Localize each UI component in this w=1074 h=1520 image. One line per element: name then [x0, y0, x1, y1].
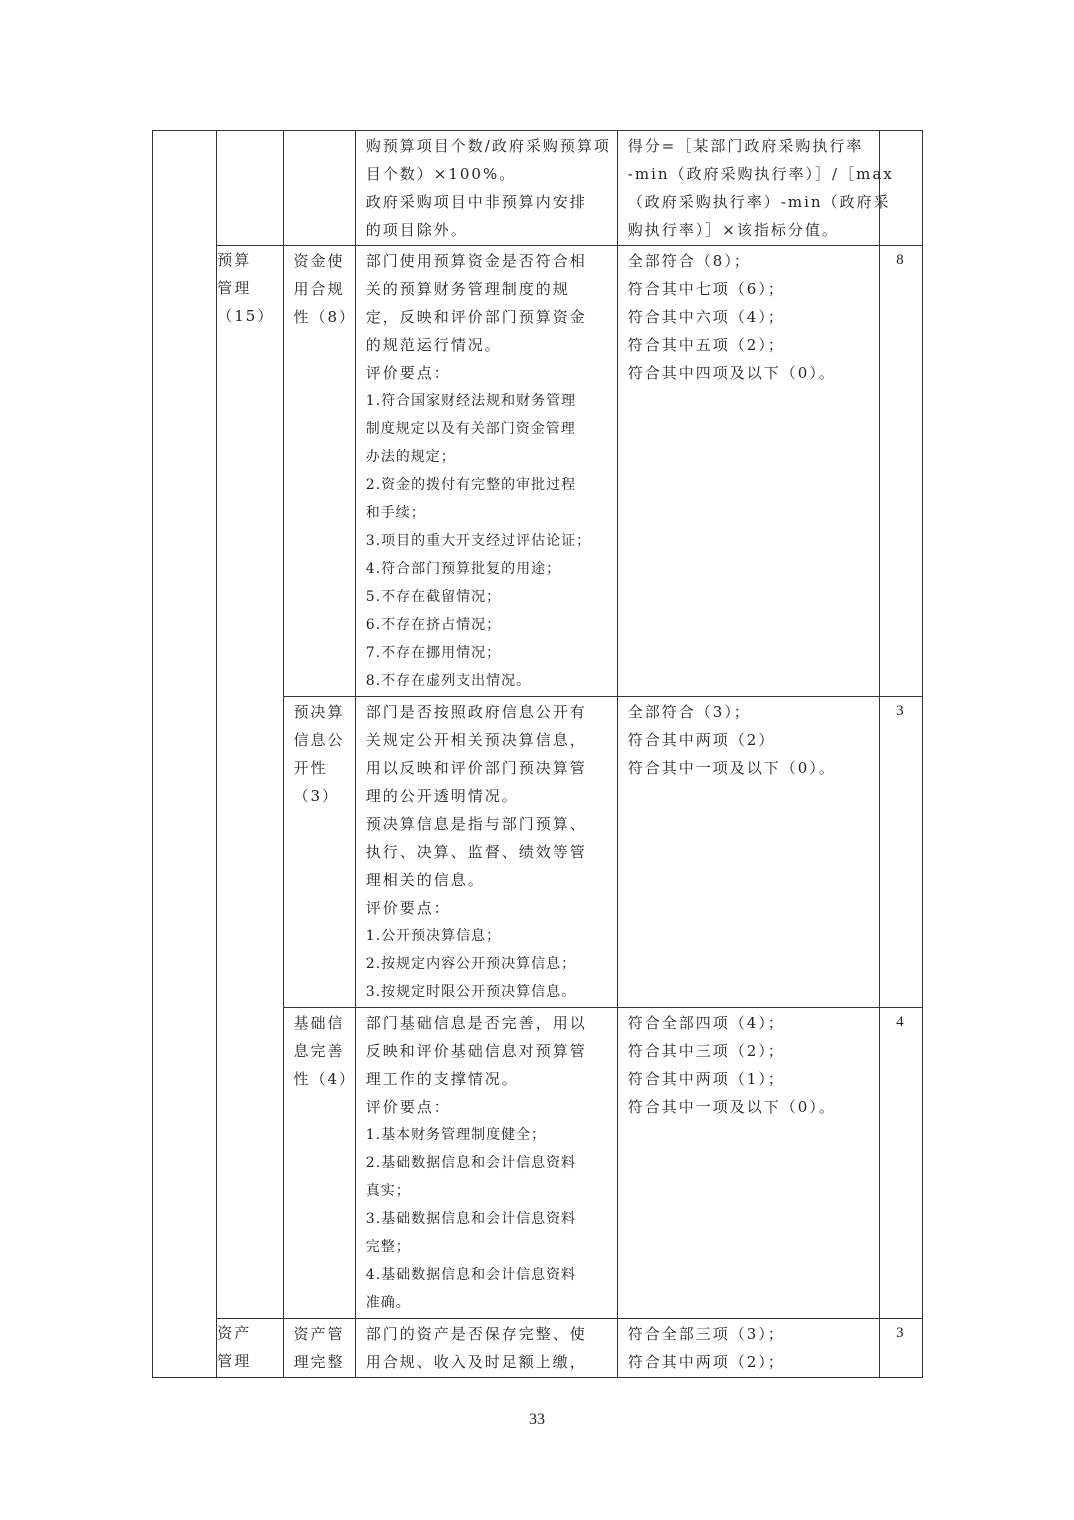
description-line: 8.不存在虚列支出情况。	[365, 673, 532, 689]
description-line: 评价要点：	[365, 1098, 451, 1116]
category-label-line: （15）	[217, 307, 275, 325]
rule-line: 符合全部三项（3）；	[627, 1325, 785, 1343]
indicator-label-line: 理完整	[293, 1353, 345, 1371]
description-line: 7.不存在挪用情况；	[365, 645, 502, 661]
description-line: 2.资金的拨付有完整的审批过程	[365, 477, 577, 493]
description-line: 1.基本财务管理制度健全；	[365, 1127, 547, 1143]
rule-line: 全部符合（8）；	[627, 252, 751, 270]
rule-line: -min（政府采购执行率）］/［max	[627, 165, 894, 183]
table-row	[153, 246, 923, 697]
description-line: 部门基础信息是否完善，用以	[365, 1014, 587, 1032]
rule-line: 符合其中一项及以下（0）。	[627, 1098, 836, 1116]
score-cell	[879, 131, 922, 246]
indicator-cell	[283, 131, 355, 246]
description-line: 部门是否按照政府信息公开有	[365, 703, 587, 721]
score-cell: 3	[879, 697, 922, 1008]
category-label-line: 资产	[217, 1324, 252, 1342]
indicator-label-line: 基础信	[293, 1014, 345, 1032]
description-line: 的项目除外。	[365, 221, 468, 239]
category-asset-management	[217, 1319, 283, 1378]
description-line: 评价要点：	[365, 364, 451, 382]
description-line: 的规范运行情况。	[365, 336, 502, 354]
description-line: 完整；	[365, 1239, 411, 1255]
scoring-rule	[617, 697, 879, 1008]
description-line: 1.符合国家财经法规和财务管理	[365, 393, 577, 409]
description-line: 真实；	[365, 1183, 411, 1199]
description-line: 评价要点：	[365, 899, 451, 917]
indicator-label-line: 用合规	[293, 280, 345, 298]
rule-line: （政府采购执行率）-min（政府采	[627, 193, 891, 211]
rule-line: 全部符合（3）；	[627, 703, 751, 721]
description-line: 购预算项目个数/政府采购预算项	[365, 137, 611, 155]
description-line: 反映和评价基础信息对预算管	[365, 1042, 587, 1060]
rule-line: 符合其中三项（2）；	[627, 1042, 785, 1060]
description-line: 用以反映和评价部门预决算管	[365, 759, 587, 777]
indicator-description	[355, 131, 617, 246]
indicator-label-line: 开性	[293, 759, 328, 777]
indicator-description	[355, 697, 617, 1008]
scoring-rule	[617, 131, 894, 246]
category-label-line: 管理	[217, 279, 252, 297]
indicator-label-line: （3）	[293, 787, 340, 805]
score-cell: 8	[879, 246, 922, 697]
rule-line: 得分=［某部门政府采购执行率	[627, 137, 864, 155]
first-level-category-cell	[153, 131, 217, 1378]
evaluation-indicator-table	[152, 130, 923, 1378]
rule-line: 符合其中两项（2）；	[627, 1353, 785, 1371]
description-line: 2.基础数据信息和会计信息资料	[365, 1155, 577, 1171]
page-number: 33	[529, 1411, 545, 1428]
rule-line: 符合其中一项及以下（0）。	[627, 759, 836, 777]
description-line: 执行、决算、监督、绩效等管	[365, 843, 587, 861]
description-line: 预决算信息是指与部门预算、	[365, 815, 587, 833]
description-line: 4.基础数据信息和会计信息资料	[365, 1267, 577, 1283]
indicator-description	[355, 1319, 617, 1378]
rule-line: 符合其中七项（6）；	[627, 280, 785, 298]
rule-line: 符合其中五项（2）；	[627, 336, 785, 354]
description-line: 理相关的信息。	[365, 871, 485, 889]
description-line: 办法的规定；	[365, 449, 456, 465]
description-line: 3.按规定时限公开预决算信息。	[365, 984, 577, 1000]
description-line: 制度规定以及有关部门资金管理	[365, 421, 576, 437]
rule-line: 符合其中四项及以下（0）。	[627, 364, 836, 382]
indicator-label-line: 性（4）	[293, 1070, 357, 1088]
indicator-label-line: 信息公	[293, 731, 345, 749]
description-line: 3.基础数据信息和会计信息资料	[365, 1211, 577, 1227]
rule-line: 符合其中两项（1）；	[627, 1070, 785, 1088]
description-line: 5.不存在截留情况；	[365, 589, 502, 605]
category-cell	[217, 131, 283, 246]
description-line: 2.按规定内容公开预决算信息；	[365, 956, 577, 972]
description-line: 目个数）×100%。	[365, 165, 517, 183]
category-label-line: 管理	[217, 1352, 252, 1370]
rule-line: 符合其中六项（4）；	[627, 308, 785, 326]
description-line: 部门使用预算资金是否符合相	[365, 252, 587, 270]
indicator-description	[355, 246, 617, 697]
table-row	[153, 131, 923, 246]
description-line: 1.公开预决算信息；	[365, 928, 502, 944]
score-cell: 4	[879, 1008, 922, 1319]
description-line: 3.项目的重大开支经过评估论证；	[365, 533, 592, 549]
description-line: 部门的资产是否保存完整、使	[365, 1325, 587, 1343]
table-row	[153, 1319, 923, 1378]
indicator-label-line: 资产管	[293, 1325, 345, 1343]
description-line: 政府采购项目中非预算内安排	[365, 193, 587, 211]
category-budget-management	[217, 246, 283, 1319]
rule-line: 购执行率）］×该指标分值。	[627, 221, 839, 239]
category-label-line: 预算	[217, 251, 252, 269]
description-line: 和手续；	[365, 505, 426, 521]
indicator-label-line: 预决算	[293, 703, 345, 721]
description-line: 关规定公开相关预决算信息，	[365, 731, 587, 749]
description-line: 4.符合部门预算批复的用途；	[365, 561, 562, 577]
description-line: 理工作的支撑情况。	[365, 1070, 519, 1088]
score-cell: 3	[879, 1319, 922, 1378]
rule-line: 符合全部四项（4）；	[627, 1014, 785, 1032]
indicator-asset-integrity	[283, 1319, 355, 1378]
description-line: 准确。	[365, 1295, 411, 1311]
rule-line: 符合其中两项（2）	[627, 731, 776, 749]
indicator-label-line: 息完善	[293, 1042, 345, 1060]
scoring-rule	[617, 1319, 879, 1378]
scoring-rule	[617, 246, 879, 697]
scoring-rule	[617, 1008, 879, 1319]
description-line: 定，反映和评价部门预算资金	[365, 308, 587, 326]
description-line: 用合规、收入及时足额上缴，	[365, 1353, 587, 1371]
indicator-budget-disclosure	[283, 697, 355, 1008]
indicator-description	[355, 1008, 617, 1319]
description-line: 6.不存在挤占情况；	[365, 617, 502, 633]
description-line: 关的预算财务管理制度的规	[365, 280, 570, 298]
indicator-label-line: 性（8）	[293, 308, 357, 326]
description-line: 理的公开透明情况。	[365, 787, 519, 805]
indicator-basic-info	[283, 1008, 355, 1319]
indicator-fund-compliance	[283, 246, 355, 697]
indicator-label-line: 资金使	[293, 252, 345, 270]
